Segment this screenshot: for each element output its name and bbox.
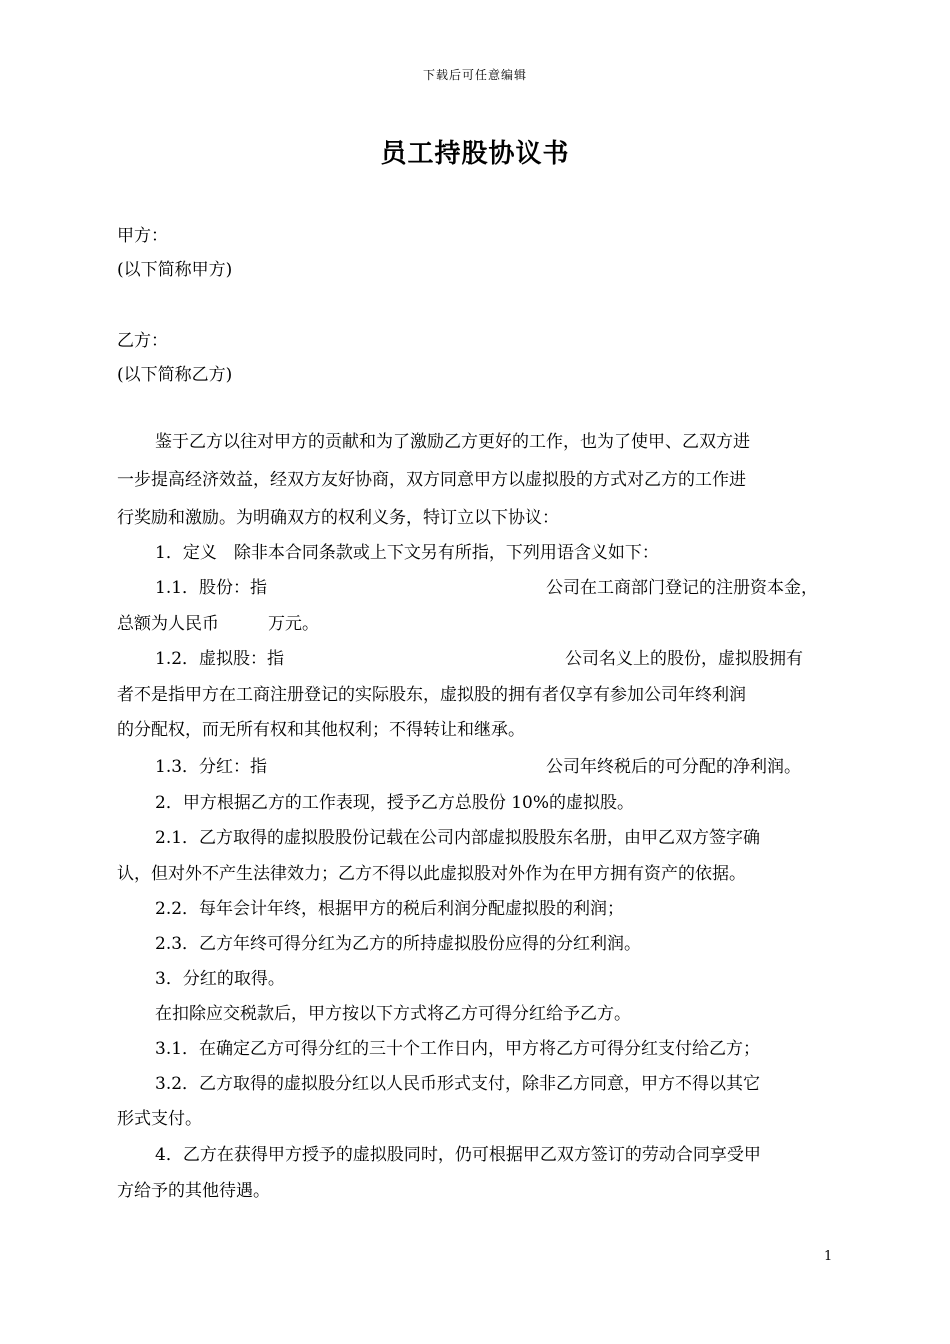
clause-3-2-line: 3.2．乙方取得的虚拟股分红以人民币形式支付，除非乙方同意，甲方不得以其它 xyxy=(155,1074,761,1094)
clause-2-1-line: 认，但对外不产生法律效力；乙方不得以此虚拟股对外作为在甲方拥有资产的依据。 xyxy=(117,864,746,884)
clause-1-1-amount-label: 总额为人民币 xyxy=(117,614,219,634)
clause-3-intro: 在扣除应交税款后，甲方按以下方式将乙方可得分红给予乙方。 xyxy=(155,1004,631,1024)
preamble-line: 行奖励和激励。为明确双方的权利义务，特订立以下协议： xyxy=(117,508,559,528)
party-a-abbreviation: (以下简称甲方) xyxy=(117,260,233,280)
clause-2: 2．甲方根据乙方的工作表现，授予乙方总股份 10%的虚拟股。 xyxy=(155,793,635,813)
document-title: 员工持股协议书 xyxy=(380,139,570,169)
clause-1-1-label: 1.1．股份：指 xyxy=(155,578,268,598)
clause-1-3-text: 公司年终税后的可分配的净利润。 xyxy=(546,757,801,777)
party-b-label: 乙方： xyxy=(117,331,168,351)
clause-3-2-line: 形式支付。 xyxy=(117,1109,202,1129)
clause-1-2-line: 的分配权，而无所有权和其他权利；不得转让和继承。 xyxy=(117,720,525,740)
clause-3-heading: 3．分红的取得。 xyxy=(155,969,285,989)
clause-2-2: 2.2．每年会计年终，根据甲方的税后利润分配虚拟股的利润； xyxy=(155,899,625,919)
clause-1-3-label: 1.3．分红：指 xyxy=(155,757,268,777)
clause-2-1-line: 2.1．乙方取得的虚拟股股份记载在公司内部虚拟股股东名册，由甲乙双方签字确 xyxy=(155,828,761,848)
clause-2-3: 2.3．乙方年终可得分红为乙方的所持虚拟股份应得的分红利润。 xyxy=(155,934,642,954)
clause-1-1-amount-unit: 万元。 xyxy=(268,614,319,634)
page-number: 1 xyxy=(824,1249,833,1264)
clause-4-line: 方给予的其他待遇。 xyxy=(117,1181,270,1201)
clause-1-heading: 1．定义 除非本合同条款或上下文另有所指，下列用语含义如下： xyxy=(155,543,659,563)
clause-1-2-text: 公司名义上的股份，虚拟股拥有 xyxy=(565,649,803,669)
party-a-label: 甲方： xyxy=(117,226,168,246)
preamble-line: 一步提高经济效益，经双方友好协商，双方同意甲方以虚拟股的方式对乙方的工作进 xyxy=(117,470,746,490)
clause-1-2-line: 者不是指甲方在工商注册登记的实际股东，虚拟股的拥有者仅享有参加公司年终利润 xyxy=(117,685,746,705)
clause-4-line: 4．乙方在获得甲方授予的虚拟股同时，仍可根据甲乙双方签订的劳动合同享受甲 xyxy=(155,1145,761,1165)
preamble-line: 鉴于乙方以往对甲方的贡献和为了激励乙方更好的工作，也为了使甲、乙双方进 xyxy=(155,432,750,452)
clause-3-1: 3.1．在确定乙方可得分红的三十个工作日内，甲方将乙方可得分红支付给乙方； xyxy=(155,1039,761,1059)
header-note: 下载后可任意编辑 xyxy=(422,68,527,82)
clause-1-2-label: 1.2．虚拟股：指 xyxy=(155,649,285,669)
clause-1-1-text: 公司在工商部门登记的注册资本金， xyxy=(546,578,818,598)
party-b-abbreviation: (以下简称乙方) xyxy=(117,365,233,385)
